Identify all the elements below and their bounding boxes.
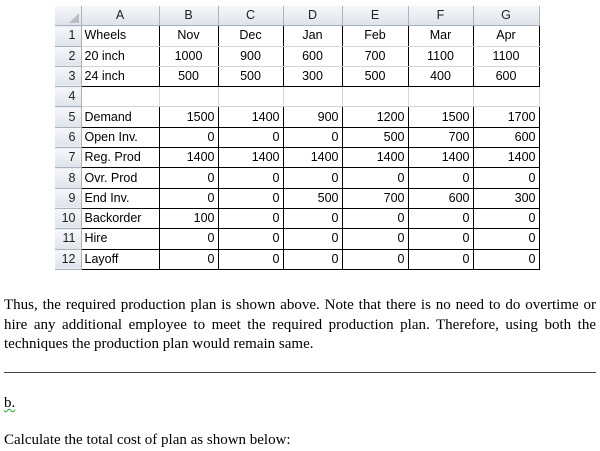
data-cell[interactable]: 0 xyxy=(283,168,342,188)
instruction-paragraph: Calculate the total cost of plan as shown below: xyxy=(4,432,291,448)
data-cell[interactable]: 600 xyxy=(473,127,539,147)
data-cell[interactable]: 0 xyxy=(342,249,408,269)
column-header-row xyxy=(55,6,539,26)
row-label-cell[interactable]: 20 inch xyxy=(81,46,159,66)
data-cell[interactable]: 0 xyxy=(283,229,342,249)
row-header[interactable]: 7 xyxy=(55,148,81,168)
data-cell[interactable]: 1100 xyxy=(473,46,539,66)
data-cell[interactable]: Nov xyxy=(159,26,218,46)
sheet-row xyxy=(55,148,539,168)
data-cell[interactable]: 0 xyxy=(283,208,342,228)
data-cell[interactable]: 0 xyxy=(218,168,283,188)
data-cell[interactable]: 1400 xyxy=(218,107,283,127)
sheet-row xyxy=(55,188,539,208)
data-cell[interactable]: Apr xyxy=(473,26,539,46)
data-cell[interactable]: 1400 xyxy=(283,148,342,168)
data-cell[interactable]: 0 xyxy=(473,229,539,249)
data-cell[interactable]: Jan xyxy=(283,26,342,46)
data-cell[interactable]: 0 xyxy=(473,208,539,228)
data-cell[interactable]: 500 xyxy=(218,66,283,86)
sheet-row xyxy=(55,249,539,269)
data-cell[interactable]: 0 xyxy=(408,208,473,228)
row-header[interactable]: 11 xyxy=(55,229,81,249)
data-cell[interactable]: 0 xyxy=(408,249,473,269)
row-label-cell[interactable]: Demand xyxy=(81,107,159,127)
data-cell[interactable]: 0 xyxy=(283,249,342,269)
data-cell[interactable]: 1500 xyxy=(408,107,473,127)
data-cell[interactable]: 0 xyxy=(342,208,408,228)
data-cell[interactable]: 100 xyxy=(159,208,218,228)
data-cell[interactable]: 1500 xyxy=(159,107,218,127)
row-header[interactable]: 2 xyxy=(55,46,81,66)
row-label-cell[interactable]: Hire xyxy=(81,229,159,249)
row-label-cell[interactable]: End Inv. xyxy=(81,188,159,208)
sheet-row xyxy=(55,107,539,127)
data-cell[interactable]: 900 xyxy=(218,46,283,66)
select-all-corner[interactable] xyxy=(55,6,81,26)
data-cell[interactable] xyxy=(473,87,539,107)
row-header[interactable]: 6 xyxy=(55,127,81,147)
data-cell[interactable]: 0 xyxy=(159,249,218,269)
row-label-cell[interactable] xyxy=(81,87,159,107)
data-cell[interactable]: 0 xyxy=(218,249,283,269)
data-cell[interactable]: 500 xyxy=(342,66,408,86)
row-header[interactable]: 12 xyxy=(55,249,81,269)
column-header[interactable]: A xyxy=(81,6,159,26)
data-cell[interactable]: 0 xyxy=(283,127,342,147)
data-cell[interactable]: 1700 xyxy=(473,107,539,127)
row-label-cell[interactable]: Wheels xyxy=(81,26,159,46)
column-header[interactable]: B xyxy=(159,6,218,26)
row-header[interactable]: 5 xyxy=(55,107,81,127)
data-cell[interactable]: 0 xyxy=(159,229,218,249)
data-cell[interactable]: 0 xyxy=(159,168,218,188)
column-header[interactable]: F xyxy=(408,6,473,26)
data-cell[interactable]: 0 xyxy=(408,229,473,249)
data-cell[interactable]: 1400 xyxy=(342,148,408,168)
row-header[interactable]: 3 xyxy=(55,66,81,86)
row-label-cell[interactable]: Backorder xyxy=(81,208,159,228)
row-label-cell[interactable]: Ovr. Prod xyxy=(81,168,159,188)
row-label-cell[interactable]: Layoff xyxy=(81,249,159,269)
column-header[interactable]: C xyxy=(218,6,283,26)
data-cell[interactable]: 0 xyxy=(218,208,283,228)
data-cell[interactable]: 0 xyxy=(473,168,539,188)
data-cell[interactable]: 300 xyxy=(283,66,342,86)
row-label-cell[interactable]: Reg. Prod xyxy=(81,148,159,168)
data-cell[interactable]: 0 xyxy=(159,127,218,147)
sheet-row xyxy=(55,46,539,66)
sheet-row xyxy=(55,229,539,249)
data-cell[interactable]: 500 xyxy=(283,188,342,208)
data-cell[interactable]: 300 xyxy=(473,188,539,208)
data-cell[interactable]: 1000 xyxy=(159,46,218,66)
data-cell[interactable]: 0 xyxy=(218,229,283,249)
data-cell[interactable]: 1400 xyxy=(408,148,473,168)
sheet-row xyxy=(55,26,539,46)
data-cell[interactable]: 1200 xyxy=(342,107,408,127)
data-cell[interactable]: 500 xyxy=(159,66,218,86)
data-cell[interactable]: 400 xyxy=(408,66,473,86)
sheet-row xyxy=(55,87,539,107)
data-cell[interactable]: 600 xyxy=(408,188,473,208)
data-cell[interactable]: 600 xyxy=(283,46,342,66)
row-header[interactable]: 8 xyxy=(55,168,81,188)
data-cell[interactable]: 900 xyxy=(283,107,342,127)
spreadsheet xyxy=(55,6,540,270)
data-cell[interactable]: 600 xyxy=(473,66,539,86)
data-cell[interactable]: 0 xyxy=(218,127,283,147)
column-header[interactable]: E xyxy=(342,6,408,26)
row-header[interactable]: 1 xyxy=(55,26,81,46)
data-cell[interactable]: 500 xyxy=(342,127,408,147)
data-cell[interactable]: 700 xyxy=(408,127,473,147)
row-header[interactable]: 4 xyxy=(55,87,81,107)
sheet-row xyxy=(55,127,539,147)
data-cell[interactable]: 700 xyxy=(342,46,408,66)
sheet-row xyxy=(55,66,539,86)
data-cell[interactable] xyxy=(408,87,473,107)
row-header[interactable]: 9 xyxy=(55,188,81,208)
data-cell[interactable]: Mar xyxy=(408,26,473,46)
column-header[interactable]: D xyxy=(283,6,342,26)
column-header[interactable]: G xyxy=(473,6,539,26)
row-label-cell[interactable]: Open Inv. xyxy=(81,127,159,147)
row-label-cell[interactable]: 24 inch xyxy=(81,66,159,86)
data-cell[interactable]: 1400 xyxy=(218,148,283,168)
section-label: b. xyxy=(4,395,16,411)
data-cell[interactable]: 1400 xyxy=(159,148,218,168)
data-cell[interactable]: 700 xyxy=(342,188,408,208)
data-cell[interactable]: 0 xyxy=(473,249,539,269)
data-cell[interactable]: 0 xyxy=(342,168,408,188)
data-cell[interactable]: Dec xyxy=(218,26,283,46)
data-cell[interactable] xyxy=(218,87,283,107)
sheet-row xyxy=(55,208,539,228)
row-header[interactable]: 10 xyxy=(55,208,81,228)
data-cell[interactable]: Feb xyxy=(342,26,408,46)
data-cell[interactable]: 1400 xyxy=(473,148,539,168)
data-cell[interactable]: 1100 xyxy=(408,46,473,66)
data-cell[interactable]: 0 xyxy=(218,188,283,208)
explanation-paragraph: Thus, the required production plan is shown above. Note that there is no need to do overtime or hire any additional employee to meet the required production plan. Therefore, using both the techniques the production plan would remain same. xyxy=(4,297,596,352)
sheet-row xyxy=(55,168,539,188)
data-cell[interactable]: 0 xyxy=(159,188,218,208)
data-cell[interactable]: 0 xyxy=(342,229,408,249)
divider xyxy=(4,372,596,373)
data-cell[interactable]: 0 xyxy=(408,168,473,188)
data-cell[interactable] xyxy=(159,87,218,107)
data-cell[interactable] xyxy=(283,87,342,107)
data-cell[interactable] xyxy=(342,87,408,107)
